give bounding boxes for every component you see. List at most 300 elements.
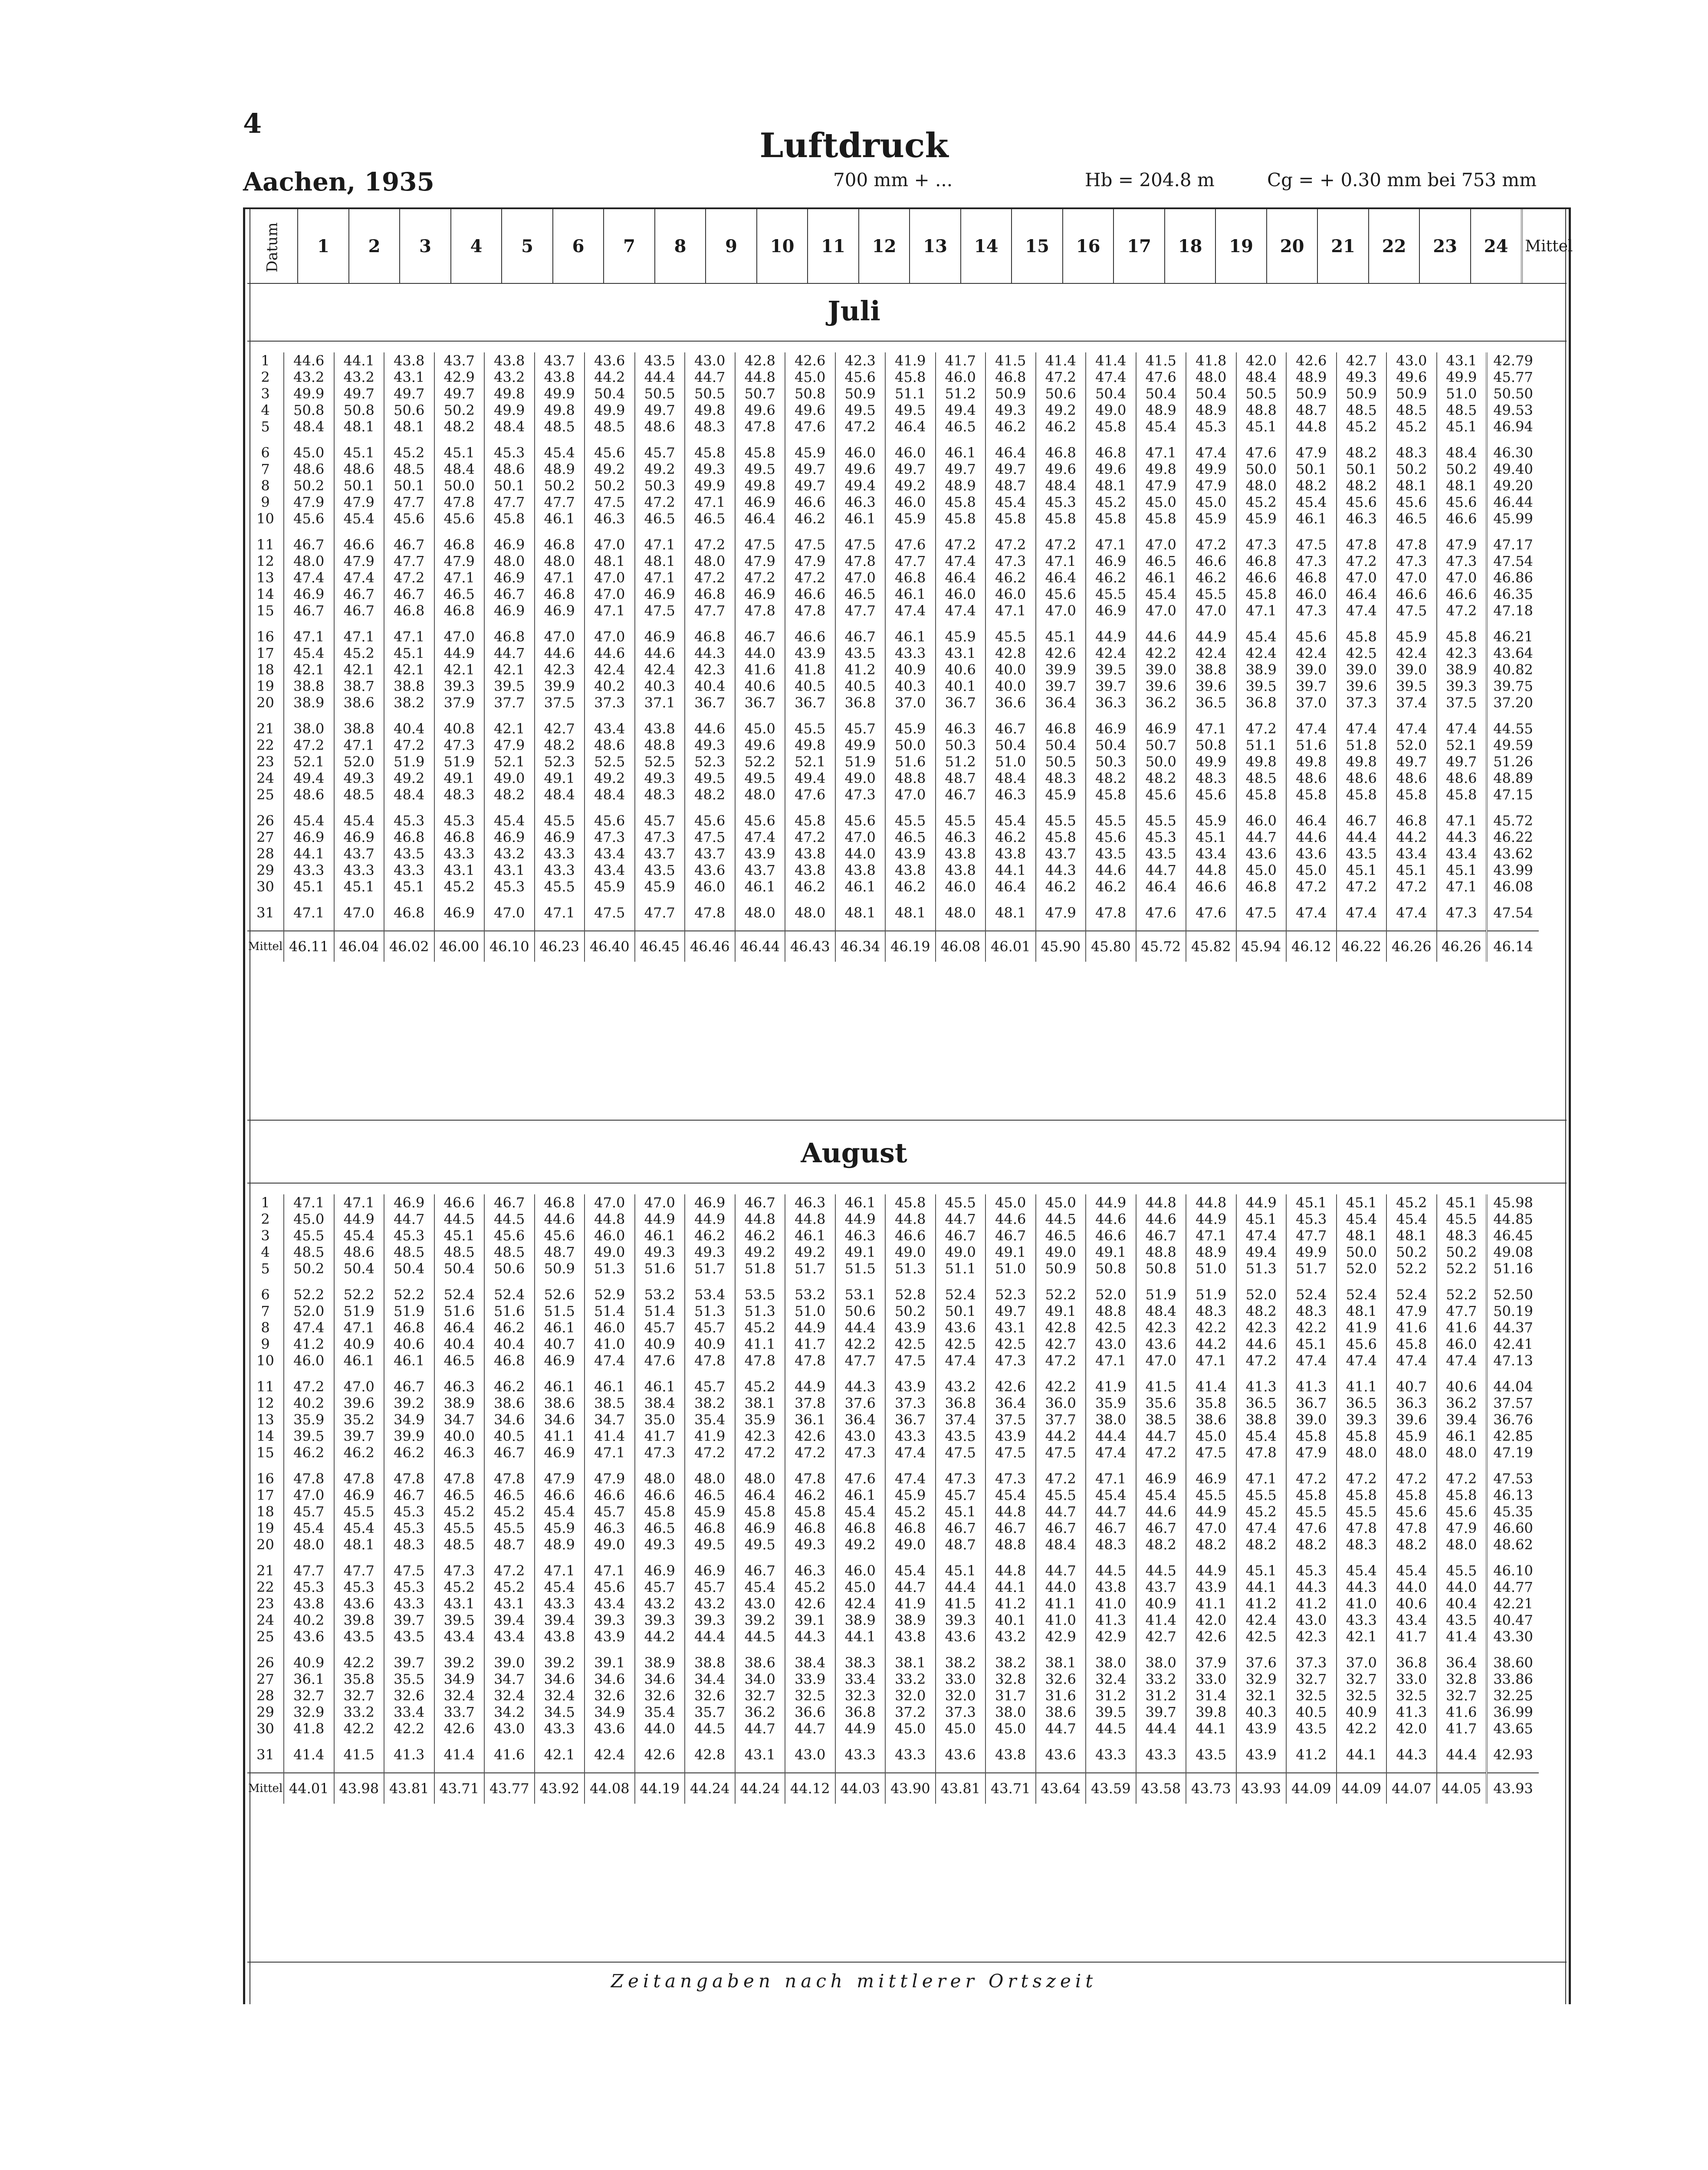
pressure-cell: 41.7 — [1386, 1628, 1437, 1645]
daily-mean-cell: 49.08 — [1487, 1244, 1539, 1260]
pressure-cell: 50.6 — [1036, 385, 1086, 402]
pressure-cell: 47.8 — [785, 1470, 835, 1487]
pressure-cell: 47.2 — [1236, 1352, 1287, 1369]
pressure-cell: 42.4 — [1286, 645, 1337, 661]
daily-mean-cell: 46.22 — [1487, 829, 1539, 845]
pressure-cell: 46.2 — [1086, 569, 1136, 586]
pressure-cell: 45.0 — [1186, 494, 1236, 510]
pressure-cell: 50.1 — [334, 477, 384, 494]
pressure-cell: 45.7 — [635, 1319, 685, 1336]
pressure-cell: 40.9 — [885, 661, 936, 678]
pressure-cell: 39.0 — [1286, 1411, 1337, 1428]
pressure-cell: 47.7 — [384, 494, 434, 510]
pressure-cell: 47.2 — [735, 1444, 785, 1461]
pressure-cell: 48.9 — [535, 461, 585, 477]
pressure-cell: 45.9 — [685, 1503, 735, 1520]
pressure-cell: 47.9 — [535, 1470, 585, 1487]
pressure-cell: 47.4 — [1236, 1227, 1287, 1244]
pressure-cell: 37.5 — [985, 1411, 1036, 1428]
pressure-cell: 47.2 — [785, 829, 835, 845]
pressure-cell: 43.3 — [1337, 1612, 1387, 1628]
pressure-cell: 35.8 — [334, 1671, 384, 1687]
day-cell: 30 — [256, 1720, 274, 1737]
pressure-cell: 48.5 — [284, 1244, 334, 1260]
pressure-cell: 50.0 — [1236, 461, 1287, 477]
pressure-cell: 43.2 — [685, 1595, 735, 1612]
pressure-cell: 42.4 — [1236, 1612, 1287, 1628]
pressure-cell: 33.2 — [334, 1704, 384, 1720]
pressure-cell: 38.4 — [635, 1395, 685, 1411]
table-row — [247, 1487, 1539, 1503]
pressure-cell: 45.1 — [1036, 628, 1086, 645]
hourly-mean-cell: 46.34 — [835, 931, 886, 962]
pressure-cell: 47.1 — [1036, 553, 1086, 569]
daily-mean-cell: 36.99 — [1487, 1704, 1539, 1720]
pressure-cell: 50.2 — [585, 477, 635, 494]
pressure-cell: 41.8 — [284, 1720, 334, 1737]
pressure-cell: 46.9 — [1086, 720, 1136, 737]
pressure-cell: 46.7 — [985, 720, 1036, 737]
pressure-cell: 47.6 — [1286, 1520, 1337, 1536]
pressure-cell: 41.6 — [735, 661, 785, 678]
table-row — [247, 878, 1539, 895]
pressure-cell: 45.9 — [535, 1520, 585, 1536]
pressure-cell: 45.5 — [1337, 1503, 1387, 1520]
pressure-cell: 38.1 — [1036, 1654, 1086, 1671]
pressure-cell: 41.6 — [1437, 1704, 1487, 1720]
pressure-cell: 48.0 — [685, 1470, 735, 1487]
pressure-cell: 43.1 — [484, 1595, 535, 1612]
pressure-cell: 43.1 — [735, 1746, 785, 1763]
pressure-cell: 48.3 — [1036, 770, 1086, 786]
pressure-cell: 47.5 — [585, 494, 635, 510]
pressure-cell: 48.1 — [334, 1536, 384, 1553]
pressure-cell: 42.6 — [985, 1378, 1036, 1395]
pressure-cell: 36.7 — [685, 694, 735, 711]
pressure-cell: 38.6 — [535, 1395, 585, 1411]
pressure-cell: 50.4 — [334, 1260, 384, 1277]
pressure-cell: 46.9 — [735, 586, 785, 602]
pressure-cell: 45.6 — [1186, 786, 1236, 803]
pressure-cell: 40.6 — [936, 661, 986, 678]
pressure-cell: 43.4 — [484, 1628, 535, 1645]
pressure-cell: 47.7 — [1437, 1303, 1487, 1319]
pressure-cell: 46.4 — [735, 510, 785, 527]
pressure-cell: 48.7 — [1286, 402, 1337, 418]
pressure-cell: 45.7 — [635, 1579, 685, 1595]
hourly-mean-cell: 46.22 — [1337, 931, 1387, 962]
pressure-cell: 52.4 — [1386, 1286, 1437, 1303]
pressure-cell: 47.5 — [1186, 1444, 1236, 1461]
pressure-cell: 39.0 — [484, 1654, 535, 1671]
pressure-cell: 43.3 — [384, 862, 434, 878]
pressure-cell: 48.3 — [685, 418, 735, 435]
pressure-cell: 46.4 — [434, 1319, 485, 1336]
table-row — [247, 770, 1539, 786]
pressure-cell: 31.7 — [985, 1687, 1036, 1704]
pressure-cell: 32.3 — [835, 1687, 886, 1704]
pressure-cell: 45.1 — [1186, 829, 1236, 845]
pressure-cell: 52.2 — [334, 1286, 384, 1303]
daily-mean-cell: 46.10 — [1487, 1562, 1539, 1579]
pressure-cell: 47.1 — [1136, 444, 1186, 461]
pressure-cell: 46.5 — [685, 510, 735, 527]
pressure-cell: 44.4 — [1136, 1720, 1186, 1737]
day-cell: 16 — [256, 1470, 274, 1487]
pressure-cell: 49.1 — [985, 1244, 1036, 1260]
pressure-cell: 47.9 — [585, 1470, 635, 1487]
hourly-mean-cell: 46.00 — [434, 931, 485, 962]
day-cell: 26 — [256, 1654, 274, 1671]
pressure-cell: 43.3 — [535, 1720, 585, 1737]
pressure-cell: 44.7 — [1136, 862, 1186, 878]
pressure-cell: 42.1 — [384, 661, 434, 678]
day-cell: 27 — [256, 1671, 274, 1687]
pressure-cell: 49.3 — [685, 737, 735, 753]
pressure-cell: 38.7 — [334, 678, 384, 694]
pressure-cell: 49.3 — [985, 402, 1036, 418]
pressure-cell: 50.3 — [1086, 753, 1136, 770]
pressure-cell: 46.1 — [835, 1487, 886, 1503]
pressure-cell: 49.0 — [885, 1244, 936, 1260]
pressure-cell: 46.8 — [384, 1319, 434, 1336]
pressure-cell: 46.1 — [1136, 569, 1186, 586]
pressure-cell: 50.9 — [835, 385, 886, 402]
pressure-cell: 44.0 — [1036, 1579, 1086, 1595]
header-hour: 22 — [1369, 209, 1420, 283]
pressure-cell: 43.1 — [484, 862, 535, 878]
pressure-cell: 44.9 — [785, 1378, 835, 1395]
pressure-cell: 49.5 — [685, 1536, 735, 1553]
pressure-cell: 47.2 — [1286, 1470, 1337, 1487]
pressure-cell: 47.3 — [1437, 553, 1487, 569]
pressure-cell: 51.3 — [1236, 1260, 1287, 1277]
station-height-label: Hb = 204.8 m — [1085, 169, 1215, 191]
pressure-cell: 45.9 — [585, 878, 635, 895]
pressure-cell: 41.1 — [1186, 1595, 1236, 1612]
pressure-cell: 43.1 — [1437, 352, 1487, 369]
pressure-cell: 46.9 — [535, 1444, 585, 1461]
pressure-cell: 49.4 — [936, 402, 986, 418]
pressure-cell: 47.7 — [484, 494, 535, 510]
pressure-cell: 45.9 — [885, 510, 936, 527]
pressure-cell: 42.6 — [785, 352, 835, 369]
pressure-cell: 47.4 — [1337, 720, 1387, 737]
pressure-cell: 47.6 — [1236, 444, 1287, 461]
pressure-cell: 47.0 — [1186, 1520, 1236, 1536]
pressure-cell: 46.9 — [535, 1352, 585, 1369]
pressure-cell: 48.4 — [484, 418, 535, 435]
pressure-cell: 44.8 — [785, 1211, 835, 1227]
pressure-cell: 46.9 — [284, 586, 334, 602]
pressure-cell: 48.0 — [1437, 1536, 1487, 1553]
pressure-cell: 52.2 — [284, 1286, 334, 1303]
pressure-cell: 32.0 — [936, 1687, 986, 1704]
pressure-cell: 47.3 — [835, 786, 886, 803]
pressure-cell: 45.1 — [1337, 1194, 1387, 1211]
pressure-cell: 41.2 — [835, 661, 886, 678]
day-cell: 3 — [261, 1227, 270, 1244]
daily-mean-cell: 46.35 — [1487, 586, 1539, 602]
pressure-cell: 49.7 — [384, 385, 434, 402]
pressure-cell: 41.6 — [1437, 1319, 1487, 1336]
pressure-cell: 47.0 — [1437, 569, 1487, 586]
pressure-cell: 46.2 — [985, 829, 1036, 845]
pressure-cell: 44.9 — [785, 1319, 835, 1336]
table-row — [247, 1395, 1539, 1411]
header-divider — [247, 283, 1567, 284]
table-row — [247, 786, 1539, 803]
day-cell: 2 — [261, 1211, 270, 1227]
pressure-cell: 42.3 — [835, 352, 886, 369]
pressure-cell: 38.8 — [685, 1654, 735, 1671]
hourly-mean-cell: 43.90 — [885, 1773, 936, 1804]
pressure-cell: 40.5 — [1286, 1704, 1337, 1720]
pressure-cell: 44.3 — [1386, 1746, 1437, 1763]
pressure-cell: 46.4 — [1136, 878, 1186, 895]
hourly-mean-cell: 44.08 — [585, 1773, 635, 1804]
pressure-cell: 45.6 — [1437, 1503, 1487, 1520]
pressure-cell: 46.8 — [484, 628, 535, 645]
pressure-cell: 49.0 — [835, 770, 886, 786]
daily-mean-cell: 43.62 — [1487, 845, 1539, 862]
pressure-cell: 41.4 — [284, 1746, 334, 1763]
pressure-cell: 46.5 — [635, 1520, 685, 1536]
daily-mean-cell: 43.65 — [1487, 1720, 1539, 1737]
pressure-cell: 48.0 — [735, 904, 785, 921]
pressure-cell: 44.1 — [835, 1628, 886, 1645]
hourly-mean-cell: 46.26 — [1437, 931, 1487, 962]
pressure-cell: 42.4 — [585, 661, 635, 678]
pressure-cell: 44.4 — [635, 369, 685, 385]
pressure-cell: 49.3 — [685, 1244, 735, 1260]
pressure-cell: 43.8 — [535, 1628, 585, 1645]
pressure-cell: 47.0 — [585, 1194, 635, 1211]
pressure-cell: 45.5 — [284, 1227, 334, 1244]
pressure-cell: 47.0 — [484, 904, 535, 921]
pressure-cell: 51.4 — [635, 1303, 685, 1319]
pressure-cell: 47.8 — [685, 1352, 735, 1369]
pressure-cell: 41.1 — [1337, 1378, 1387, 1395]
hourly-mean-cell: 43.71 — [434, 1773, 485, 1804]
pressure-cell: 47.8 — [1337, 1520, 1387, 1536]
pressure-cell: 45.6 — [1036, 586, 1086, 602]
hourly-mean-cell: 46.40 — [585, 931, 635, 962]
pressure-cell: 47.1 — [334, 1194, 384, 1211]
pressure-cell: 49.8 — [484, 385, 535, 402]
pressure-cell: 47.0 — [1136, 1352, 1186, 1369]
pressure-cell: 43.9 — [1236, 1746, 1287, 1763]
pressure-cell: 47.9 — [1286, 1444, 1337, 1461]
pressure-cell: 43.8 — [1086, 1579, 1136, 1595]
hourly-mean-cell: 44.24 — [735, 1773, 785, 1804]
header-hour: 18 — [1165, 209, 1216, 283]
pressure-cell: 40.9 — [334, 1336, 384, 1352]
pressure-cell: 44.9 — [1086, 1194, 1136, 1211]
pressure-cell: 44.1 — [1186, 1720, 1236, 1737]
pressure-cell: 46.9 — [384, 1194, 434, 1211]
footer-divider — [247, 1962, 1567, 1963]
pressure-cell: 38.9 — [635, 1654, 685, 1671]
pressure-cell: 39.0 — [1286, 661, 1337, 678]
pressure-cell: 45.6 — [1136, 786, 1186, 803]
pressure-cell: 46.2 — [1036, 418, 1086, 435]
pressure-cell: 40.8 — [434, 720, 485, 737]
hourly-mean-cell: 43.64 — [1036, 1773, 1086, 1804]
day-cell: 30 — [256, 878, 274, 895]
daily-mean-cell: 42.85 — [1487, 1428, 1539, 1444]
pressure-cell: 47.6 — [1186, 904, 1236, 921]
pressure-cell: 38.6 — [334, 694, 384, 711]
pressure-cell: 51.7 — [785, 1260, 835, 1277]
pressure-cell: 45.3 — [384, 1227, 434, 1244]
pressure-cell: 46.5 — [685, 1487, 735, 1503]
pressure-cell: 36.0 — [1036, 1395, 1086, 1411]
daily-mean-cell: 42.93 — [1487, 1746, 1539, 1763]
pressure-cell: 47.0 — [1036, 602, 1086, 619]
day-cell: 8 — [261, 1319, 270, 1336]
pressure-cell: 47.8 — [1386, 536, 1437, 553]
pressure-cell: 43.7 — [434, 352, 485, 369]
pressure-cell: 42.3 — [1136, 1319, 1186, 1336]
pressure-cell: 44.3 — [1337, 1579, 1387, 1595]
pressure-cell: 38.0 — [1086, 1654, 1136, 1671]
pressure-cell: 49.5 — [835, 402, 886, 418]
pressure-cell: 42.2 — [1136, 645, 1186, 661]
pressure-cell: 50.8 — [1186, 737, 1236, 753]
pressure-cell: 32.5 — [785, 1687, 835, 1704]
pressure-cell: 33.4 — [384, 1704, 434, 1720]
pressure-cell: 48.2 — [685, 786, 735, 803]
pressure-cell: 37.3 — [1286, 1654, 1337, 1671]
pressure-cell: 43.2 — [936, 1378, 986, 1395]
pressure-cell: 46.2 — [735, 1227, 785, 1244]
pressure-cell: 45.4 — [885, 1562, 936, 1579]
pressure-cell: 48.3 — [1337, 1536, 1387, 1553]
pressure-cell: 47.3 — [1386, 553, 1437, 569]
pressure-cell: 49.2 — [585, 770, 635, 786]
pressure-cell: 46.8 — [685, 586, 735, 602]
pressure-cell: 48.5 — [535, 418, 585, 435]
table-row — [247, 1720, 1539, 1737]
pressure-cell: 37.1 — [635, 694, 685, 711]
pressure-cell: 44.9 — [1186, 1562, 1236, 1579]
pressure-cell: 43.9 — [585, 1628, 635, 1645]
pressure-cell: 32.5 — [1386, 1687, 1437, 1704]
pressure-cell: 47.6 — [785, 418, 835, 435]
pressure-cell: 43.5 — [1437, 1612, 1487, 1628]
pressure-cell: 43.0 — [685, 352, 735, 369]
pressure-cell: 46.8 — [885, 569, 936, 586]
pressure-cell: 48.0 — [735, 786, 785, 803]
pressure-cell: 43.9 — [735, 845, 785, 862]
hourly-mean-cell: 43.93 — [1236, 1773, 1287, 1804]
pressure-cell: 43.6 — [1286, 845, 1337, 862]
pressure-cell: 48.6 — [1286, 770, 1337, 786]
pressure-cell: 44.7 — [735, 1720, 785, 1737]
pressure-cell: 33.0 — [1186, 1671, 1236, 1687]
table-row — [247, 1671, 1539, 1687]
pressure-cell: 45.1 — [1437, 862, 1487, 878]
pressure-cell: 46.6 — [535, 1487, 585, 1503]
pressure-cell: 48.5 — [1236, 770, 1287, 786]
pressure-cell: 45.2 — [735, 1378, 785, 1395]
pressure-cell: 49.2 — [585, 461, 635, 477]
pressure-cell: 47.4 — [284, 1319, 334, 1336]
pressure-cell: 45.7 — [685, 1319, 735, 1336]
table-row — [247, 1211, 1539, 1227]
pressure-cell: 43.8 — [835, 862, 886, 878]
pressure-cell: 39.5 — [1086, 661, 1136, 678]
pressure-cell: 45.4 — [735, 1579, 785, 1595]
pressure-cell: 45.7 — [284, 1503, 334, 1520]
daily-mean-cell: 45.72 — [1487, 812, 1539, 829]
pressure-cell: 47.4 — [735, 829, 785, 845]
pressure-cell: 46.5 — [434, 1352, 485, 1369]
pressure-cell: 50.9 — [1337, 385, 1387, 402]
pressure-cell: 49.8 — [1136, 461, 1186, 477]
hourly-mean-cell: 43.59 — [1086, 1773, 1136, 1804]
hourly-mean-cell: 46.46 — [685, 931, 735, 962]
pressure-cell: 46.9 — [735, 1520, 785, 1536]
pressure-cell: 46.7 — [334, 602, 384, 619]
day-cell: 20 — [256, 694, 274, 711]
pressure-cell: 40.9 — [1136, 1595, 1186, 1612]
pressure-cell: 47.4 — [1386, 720, 1437, 737]
pressure-cell: 40.4 — [685, 678, 735, 694]
pressure-cell: 43.7 — [535, 352, 585, 369]
station-label: Aachen, 1935 — [243, 167, 434, 197]
pressure-cell: 43.9 — [1186, 1579, 1236, 1595]
pressure-cell: 47.8 — [685, 904, 735, 921]
pressure-cell: 42.2 — [835, 1336, 886, 1352]
pressure-cell: 52.0 — [1086, 1286, 1136, 1303]
pressure-cell: 47.5 — [1236, 904, 1287, 921]
pressure-cell: 45.2 — [384, 444, 434, 461]
pressure-cell: 47.2 — [1036, 369, 1086, 385]
pressure-cell: 47.2 — [685, 1444, 735, 1461]
pressure-cell: 50.8 — [1136, 1260, 1186, 1277]
pressure-cell: 48.1 — [334, 418, 384, 435]
pressure-cell: 48.2 — [1186, 1536, 1236, 1553]
pressure-cell: 45.1 — [284, 878, 334, 895]
pressure-cell: 45.9 — [1236, 510, 1287, 527]
pressure-cell: 32.5 — [1337, 1687, 1387, 1704]
daily-mean-cell: 47.13 — [1487, 1352, 1539, 1369]
pressure-cell: 46.2 — [1086, 878, 1136, 895]
table-row — [247, 1562, 1539, 1579]
pressure-cell: 40.4 — [1437, 1595, 1487, 1612]
pressure-cell: 48.2 — [1337, 444, 1387, 461]
pressure-cell: 42.2 — [384, 1720, 434, 1737]
pressure-cell: 42.4 — [635, 661, 685, 678]
pressure-cell: 47.0 — [334, 904, 384, 921]
pressure-cell: 44.7 — [685, 369, 735, 385]
pressure-cell: 34.4 — [685, 1671, 735, 1687]
pressure-cell: 49.8 — [1236, 753, 1287, 770]
hourly-mean-cell: 46.26 — [1386, 931, 1437, 962]
pressure-cell: 48.0 — [735, 1470, 785, 1487]
pressure-cell: 52.2 — [1036, 1286, 1086, 1303]
pressure-cell: 50.2 — [885, 1303, 936, 1319]
pressure-cell: 43.7 — [685, 845, 735, 862]
pressure-cell: 44.9 — [1186, 628, 1236, 645]
pressure-cell: 45.4 — [535, 1503, 585, 1520]
hourly-mean-cell: 45.94 — [1236, 931, 1287, 962]
table-row — [247, 862, 1539, 878]
pressure-cell: 46.6 — [785, 494, 835, 510]
pressure-cell: 38.6 — [735, 1654, 785, 1671]
